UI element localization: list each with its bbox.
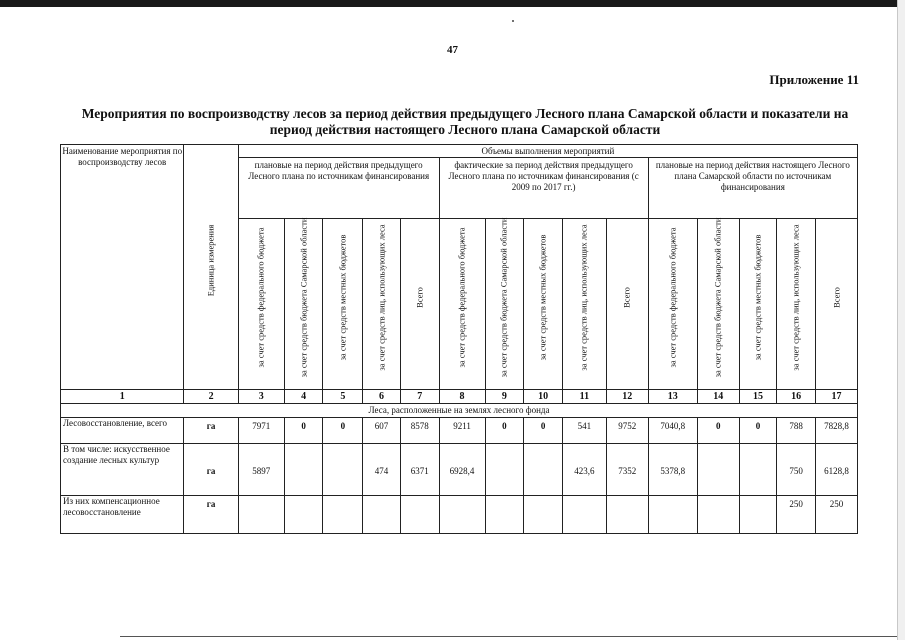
row-unit: га xyxy=(184,444,238,496)
column-number: 15 xyxy=(739,390,777,404)
table-cell: 607 xyxy=(363,418,401,444)
table-cell xyxy=(648,496,697,534)
table-cell: 250 xyxy=(816,496,858,534)
appendix-label: Приложение 11 xyxy=(769,72,859,87)
col-header-forest-users: за счет средств лиц, использующих леса xyxy=(363,219,401,390)
col-header-local: за счет средств местных бюджетов xyxy=(524,219,563,390)
column-number: 12 xyxy=(606,390,648,404)
scan-speck xyxy=(512,20,514,22)
col-header-total: Всего xyxy=(400,219,439,390)
col-header-regional: за счет средств бюджета Самарской области xyxy=(697,219,739,390)
table-cell xyxy=(284,496,323,534)
table-cell: 5897 xyxy=(238,444,284,496)
table-cell xyxy=(323,444,363,496)
table-cell xyxy=(697,496,739,534)
header-group-actual-previous: фактические за период действия предыдущего Лесного плана по источникам финансирования (с 2009 по 2017 гг.) xyxy=(439,158,648,219)
table-cell: 9211 xyxy=(439,418,485,444)
column-number: 4 xyxy=(284,390,323,404)
header-activity-name: Наименование мероприятия по воспроизводству лесов xyxy=(61,145,184,390)
row-unit: га xyxy=(184,418,238,444)
col-header-forest-users: за счет средств лиц, использующих леса xyxy=(562,219,606,390)
table-cell: 7828,8 xyxy=(816,418,858,444)
table-cell: 541 xyxy=(562,418,606,444)
table-cell xyxy=(524,444,563,496)
table-row xyxy=(61,496,858,534)
column-number: 16 xyxy=(777,390,816,404)
table-cell: 5378,8 xyxy=(648,444,697,496)
table-cell: 788 xyxy=(777,418,816,444)
header-group-planned-current: плановые на период действия настоящего Лесного плана Самарской области по источникам финансирования xyxy=(648,158,857,219)
column-number: 5 xyxy=(323,390,363,404)
page-number: 47 xyxy=(447,44,458,56)
table-cell: 0 xyxy=(739,418,777,444)
table-cell xyxy=(323,496,363,534)
table-cell: 9752 xyxy=(606,418,648,444)
table-cell xyxy=(739,444,777,496)
table-cell xyxy=(739,496,777,534)
header-group-planned-previous: плановые на период действия предыдущего Лесного плана по источникам финансирования xyxy=(238,158,439,219)
scan-right-border xyxy=(897,0,905,640)
table-cell xyxy=(524,496,563,534)
col-header-local: за счет средств местных бюджетов xyxy=(323,219,363,390)
table-cell: 0 xyxy=(524,418,563,444)
column-number: 1 xyxy=(61,390,184,404)
column-number: 9 xyxy=(485,390,524,404)
table-cell: 7352 xyxy=(606,444,648,496)
column-number: 13 xyxy=(648,390,697,404)
column-number: 14 xyxy=(697,390,739,404)
col-header-regional: за счет средств бюджета Самарской области xyxy=(284,219,323,390)
col-header-total: Всего xyxy=(816,219,858,390)
column-number: 11 xyxy=(562,390,606,404)
column-number-row xyxy=(61,390,858,404)
row-name: Из них компенсационное лесовосстановление xyxy=(61,496,184,534)
table-cell xyxy=(363,496,401,534)
table-row xyxy=(61,418,858,444)
table-cell: 6928,4 xyxy=(439,444,485,496)
table-cell: 0 xyxy=(284,418,323,444)
table-cell xyxy=(284,444,323,496)
table-cell: 0 xyxy=(697,418,739,444)
table-cell: 474 xyxy=(363,444,401,496)
table-row xyxy=(61,444,858,496)
scan-top-border xyxy=(0,0,905,7)
column-number: 7 xyxy=(400,390,439,404)
reforestation-table xyxy=(60,144,858,534)
table-cell: 0 xyxy=(485,418,524,444)
column-number: 17 xyxy=(816,390,858,404)
table-cell xyxy=(485,444,524,496)
col-header-local: за счет средств местных бюджетов xyxy=(739,219,777,390)
table-cell: 8578 xyxy=(400,418,439,444)
column-number: 3 xyxy=(238,390,284,404)
col-header-total: Всего xyxy=(606,219,648,390)
table-cell xyxy=(562,496,606,534)
row-unit: га xyxy=(184,496,238,534)
column-number: 6 xyxy=(363,390,401,404)
col-header-forest-users: за счет средств лиц, использующих леса xyxy=(777,219,816,390)
table-cell xyxy=(400,496,439,534)
column-number: 8 xyxy=(439,390,485,404)
table-cell: 250 xyxy=(777,496,816,534)
col-header-federal: за счет средств федерального бюджета xyxy=(648,219,697,390)
column-number: 10 xyxy=(524,390,563,404)
col-header-federal: за счет средств федерального бюджета xyxy=(439,219,485,390)
scan-bottom-line xyxy=(120,636,897,637)
table-cell: 0 xyxy=(323,418,363,444)
column-number: 2 xyxy=(184,390,238,404)
table-cell xyxy=(697,444,739,496)
table-cell: 750 xyxy=(777,444,816,496)
header-volumes: Объемы выполнения мероприятий xyxy=(238,145,857,158)
table-cell xyxy=(439,496,485,534)
row-name: Лесовосстановление, всего xyxy=(61,418,184,444)
row-name: В том числе: искусственное создание лесных культур xyxy=(61,444,184,496)
col-header-federal: за счет средств федерального бюджета xyxy=(238,219,284,390)
col-header-regional: за счет средств бюджета Самарской области xyxy=(485,219,524,390)
header-unit: Единица измерения xyxy=(184,145,238,390)
table-cell: 423,6 xyxy=(562,444,606,496)
section-header: Леса, расположенные на землях лесного фонда xyxy=(61,404,858,418)
table-cell: 7040,8 xyxy=(648,418,697,444)
table-cell: 6128,8 xyxy=(816,444,858,496)
table-cell xyxy=(485,496,524,534)
table-cell xyxy=(238,496,284,534)
table-cell: 6371 xyxy=(400,444,439,496)
table-cell: 7971 xyxy=(238,418,284,444)
table-cell xyxy=(606,496,648,534)
document-title: Мероприятия по воспроизводству лесов за период действия предыдущего Лесного плана Самарской области и показатели на период действия настоящего Лесного плана Самарской области xyxy=(81,106,849,137)
